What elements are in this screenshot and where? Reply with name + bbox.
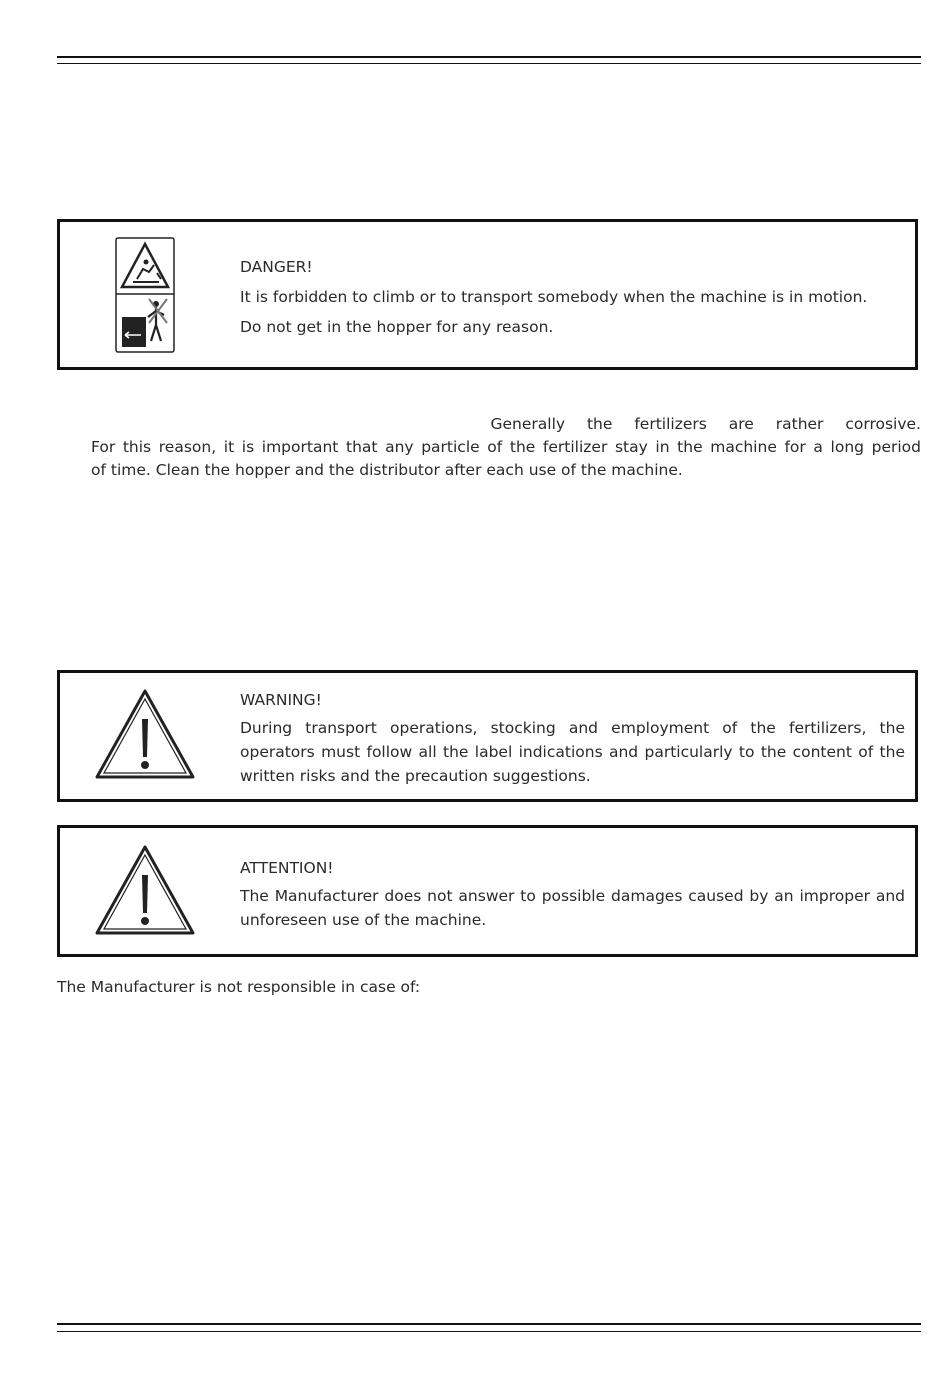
attention-box [57, 825, 918, 957]
footer-rule-thick [57, 1323, 921, 1325]
corrosion-paragraph [91, 413, 921, 482]
warning-triangle-icon [93, 843, 197, 939]
no-climbing-icon [115, 237, 177, 355]
warning-box [57, 670, 918, 802]
warning-text [240, 688, 905, 788]
corrosion-line-3: of time. Clean the hopper and the distributor after each use of the machine. [91, 461, 683, 479]
header-rule-thick [57, 56, 921, 58]
corrosion-line-2: For this reason, it is important that any particle of the fertilizer stay in the machine for a long period [91, 438, 921, 456]
header-rule-thin [57, 63, 921, 64]
responsibility-text: The Manufacturer is not responsible in case of: [57, 978, 421, 996]
warning-triangle-icon [93, 687, 197, 783]
attention-title: ATTENTION! [240, 859, 334, 877]
warning-body: During transport operations, stocking and employment of the fertilizers, the operators must follow all the label indications and particularly to the content of the written risks and the precaution suggestions. [240, 719, 905, 785]
danger-line-2: Do not get in the hopper for any reason. [240, 318, 554, 336]
danger-line-1: It is forbidden to climb or to transport somebody when the machine is in motion. [240, 288, 868, 306]
corrosion-line-1: Generally the fertilizers are rather corrosive. [490, 415, 921, 433]
danger-title: DANGER! [240, 258, 313, 276]
attention-text [240, 856, 905, 932]
warning-title: WARNING! [240, 691, 322, 709]
danger-text [240, 255, 905, 339]
footer-rule-thin [57, 1331, 921, 1332]
danger-box [57, 219, 918, 370]
attention-body: The Manufacturer does not answer to possible damages caused by an improper and unforeseen use of the machine. [240, 887, 905, 929]
